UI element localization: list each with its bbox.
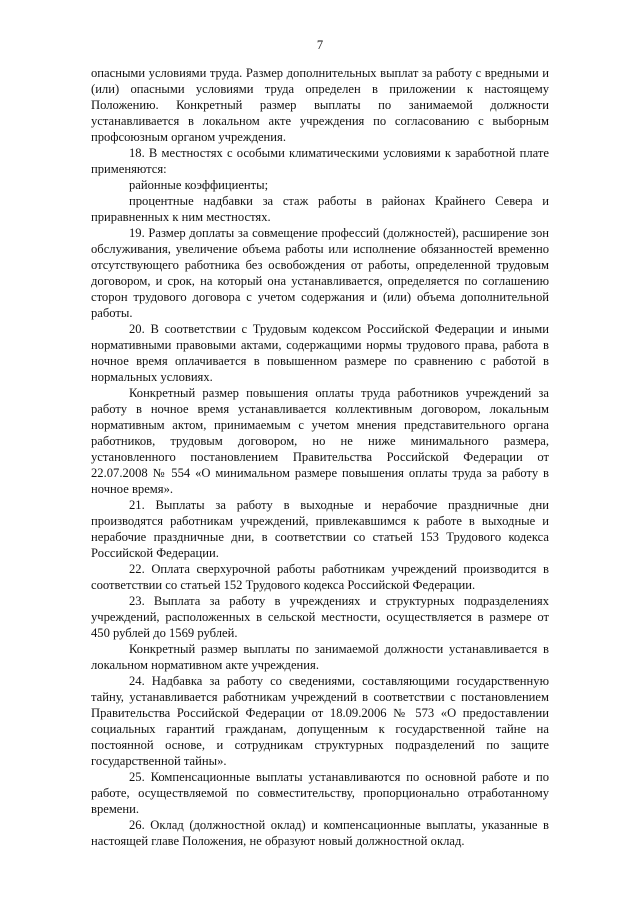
document-body [91,65,549,849]
paragraph-24: 24. Надбавка за работу со сведениями, составляющими государственную тайну, устанавливается работникам учреждений в соответствии с постановлением Правительства Российской Федерации от 18.09.2006 № 573 «О предоставлении социальных гарантий гражданам, допущенным к государственной тайне на постоянной основе, и сотрудникам структурных подразделений по защите государственной тайны». [91,674,549,768]
paragraph-18: 18. В местностях с особыми климатическими условиями к заработной плате применяются: [91,146,549,176]
paragraph-18-item-2: процентные надбавки за стаж работы в районах Крайнего Севера и приравненных к ним местностях. [91,194,549,224]
paragraph-26: 26. Оклад (должностной оклад) и компенсационные выплаты, указанные в настоящей главе Положения, не образуют новый должностной оклад. [91,818,549,848]
paragraph-20-detail: Конкретный размер повышения оплаты труда работников учреждений за работу в ночное время устанавливается коллективным договором, локальным нормативным актом, принимаемым с учетом мнения представительного органа работников, трудовым договором, но не ниже минимального размера, установленного постановлением Правительства Российской Федерации от 22.07.2008 № 554 «О минимальном размере повышения оплаты труда за работу в ночное время». [91,386,549,496]
paragraph-21: 21. Выплаты за работу в выходные и нерабочие праздничные дни производятся работникам учреждений, привлекавшимся к работе в выходные и нерабочие праздничные дни, в соответствии со статьей 153 Трудового кодекса Российской Федерации. [91,498,549,560]
paragraph-22: 22. Оплата сверхурочной работы работникам учреждений производится в соответствии со статьей 152 Трудового кодекса Российской Федерации. [91,562,549,592]
paragraph-23: 23. Выплата за работу в учреждениях и структурных подразделениях учреждений, расположенных в сельской местности, осуществляется в размере от 450 рублей до 1569 рублей. [91,594,549,640]
page-number: 7 [316,38,324,52]
paragraph-continuation: опасными условиями труда. Размер дополнительных выплат за работу с вредными и (или) опасными условиями труда определен в приложении к настоящему Положению. Конкретный размер выплаты по занимаемой должности устанавливается в локальном акте учреждения по согласованию с выборным профсоюзным органом учреждения. [91,66,549,144]
paragraph-23-detail: Конкретный размер выплаты по занимаемой должности устанавливается в локальном нормативном акте учреждения. [91,642,549,672]
paragraph-18-item-1: районные коэффициенты; [129,178,269,192]
paragraph-20: 20. В соответствии с Трудовым кодексом Российской Федерации и иными нормативными правовыми актами, содержащими нормы трудового права, работа в ночное время оплачивается в повышенном размере по сравнению с работой в нормальных условиях. [91,322,549,384]
paragraph-19: 19. Размер доплаты за совмещение профессий (должностей), расширение зон обслуживания, увеличение объема работы или исполнение обязанностей временно отсутствующего работника без освобождения от работы, определенной трудовым договором, и срок, на который она устанавливается, определяется по соглашению сторон трудового договора с учетом содержания и (или) объема дополнительной работы. [91,226,549,320]
paragraph-25: 25. Компенсационные выплаты устанавливаются по основной работе и по работе, осуществляемой по совместительству, пропорционально отработанному времени. [91,770,549,816]
